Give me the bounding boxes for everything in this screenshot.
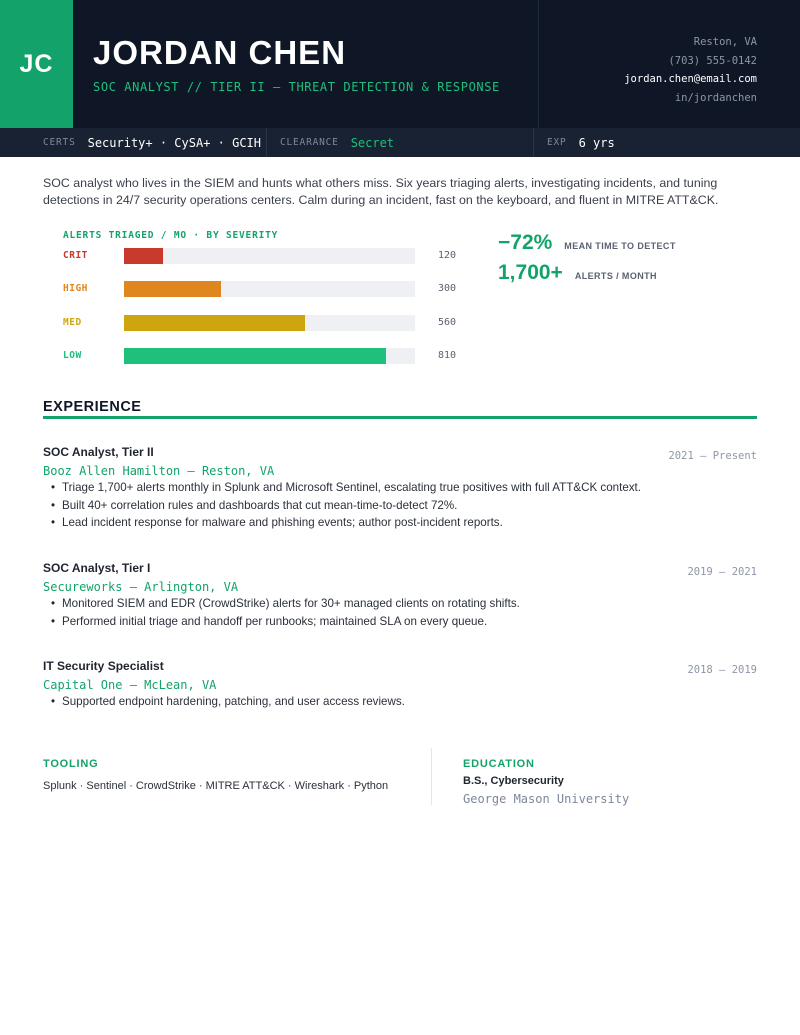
bar-row-high xyxy=(63,281,483,298)
exp-label: EXP xyxy=(547,137,567,148)
column-divider xyxy=(431,748,432,805)
clearance-cell xyxy=(280,128,394,157)
list-item: • Monitored SIEM and EDR (CrowdStrike) alerts for 30+ managed clients on rotating shifts. xyxy=(43,595,757,613)
bar-value-label: 560 xyxy=(438,316,457,328)
list-item: • Performed initial triage and handoff per runbooks; maintained SLA on every queue. xyxy=(43,613,757,631)
list-item: • Triage 1,700+ alerts monthly in Splunk and Microsoft Sentinel, escalating true positives with full ATT&CK context. xyxy=(43,479,757,497)
header-divider xyxy=(538,0,539,128)
bar-value-label: 120 xyxy=(438,250,457,261)
bar-track xyxy=(124,348,415,364)
summary: SOC analyst who lives in the SIEM and hunts what others miss. Six years triaging alerts, investigating incidents, and tuning detections in 24/7 security operations centers. Calm during an incident, fast on the keyboard, and fluent in MITRE ATT&CK. xyxy=(43,176,719,207)
meta-divider xyxy=(533,128,534,157)
list-item: • Built 40+ correlation rules and dashboards that cut mean-time-to-detect 72%. xyxy=(43,497,757,515)
job-dates: 2018 — 2019 xyxy=(687,664,757,676)
clearance-value: Secret xyxy=(350,135,395,150)
bar-value-label: 300 xyxy=(438,283,457,295)
certs-label: CERTS xyxy=(43,137,76,148)
bar-label: MED xyxy=(63,316,82,328)
job-entry xyxy=(43,659,757,711)
kpi-label: MEAN TIME TO DETECT xyxy=(564,241,676,251)
contact-email[interactable]: jordan.chen@email.com xyxy=(624,73,757,85)
exp-value: 6 yrs xyxy=(578,135,615,150)
job-title: SOC Analyst, Tier II xyxy=(43,445,154,459)
meta-bar xyxy=(0,128,800,157)
job-title: IT Security Specialist xyxy=(43,659,164,673)
bar-row-low xyxy=(63,348,483,365)
contact-block xyxy=(624,33,757,107)
list-item: • Lead incident response for malware and phishing events; author post-incident reports. xyxy=(43,514,757,532)
education-heading: EDUCATION xyxy=(463,758,535,770)
bar-track xyxy=(124,248,415,264)
exp-cell xyxy=(547,128,615,157)
kpi-alerts xyxy=(498,261,657,285)
job-company: Booz Allen Hamilton — Reston, VA xyxy=(43,464,275,478)
clearance-label: CLEARANCE xyxy=(280,137,339,148)
bar-label: LOW xyxy=(63,349,82,361)
job-bullets xyxy=(43,479,757,532)
kpi-value: 1,700+ xyxy=(498,261,563,284)
meta-divider xyxy=(266,128,267,157)
bar-row-crit xyxy=(63,248,483,265)
kpi-value: −72% xyxy=(498,231,553,254)
contact-linkedin[interactable]: in/jordanchen xyxy=(674,91,757,104)
bar-value-label: 810 xyxy=(438,349,457,361)
job-entry xyxy=(43,561,757,630)
bar xyxy=(124,281,221,297)
bar-label: HIGH xyxy=(63,283,88,295)
resume-header xyxy=(0,0,800,128)
bar-track xyxy=(124,315,415,331)
job-company: Secureworks — Arlington, VA xyxy=(43,580,239,594)
bar-label: CRIT xyxy=(63,250,88,261)
bar-track xyxy=(124,281,415,297)
degree: B.S., Cybersecurity xyxy=(463,775,564,787)
contact-phone[interactable]: (703) 555-0142 xyxy=(668,54,757,67)
job-dates: 2021 — Present xyxy=(668,450,757,462)
school: George Mason University xyxy=(463,792,630,806)
tooling-heading: TOOLING xyxy=(43,758,99,770)
kpi-label: ALERTS / MONTH xyxy=(574,271,657,281)
kpi-mttd xyxy=(498,231,676,255)
candidate-name: JORDAN CHEN xyxy=(93,34,347,71)
job-company: Capital One — McLean, VA xyxy=(43,678,217,692)
bar-row-med xyxy=(63,315,483,332)
job-title: SOC Analyst, Tier I xyxy=(43,561,151,575)
tagline: SOC ANALYST // TIER II — THREAT DETECTION & RESPONSE xyxy=(93,80,500,94)
section-rule xyxy=(43,416,757,419)
list-item: • Supported endpoint hardening, patching, and user access reviews. xyxy=(43,693,757,711)
contact-location: Reston, VA xyxy=(693,36,757,48)
job-entry xyxy=(43,445,757,532)
certs-cell xyxy=(43,128,261,157)
job-bullets xyxy=(43,693,757,711)
experience-heading: EXPERIENCE xyxy=(43,399,142,415)
bar xyxy=(124,315,305,331)
job-bullets xyxy=(43,595,757,630)
job-dates: 2019 — 2021 xyxy=(687,566,757,578)
tooling-list: Splunk · Sentinel · CrowdStrike · MITRE ATT&CK · Wireshark · Python xyxy=(43,780,389,792)
bar xyxy=(124,248,163,264)
certs-value: Security+ · CySA+ · GCIH xyxy=(87,135,261,150)
chart-title: ALERTS TRIAGED / MO · BY SEVERITY xyxy=(63,230,279,241)
monogram: JC xyxy=(0,0,73,128)
bar xyxy=(124,348,386,364)
